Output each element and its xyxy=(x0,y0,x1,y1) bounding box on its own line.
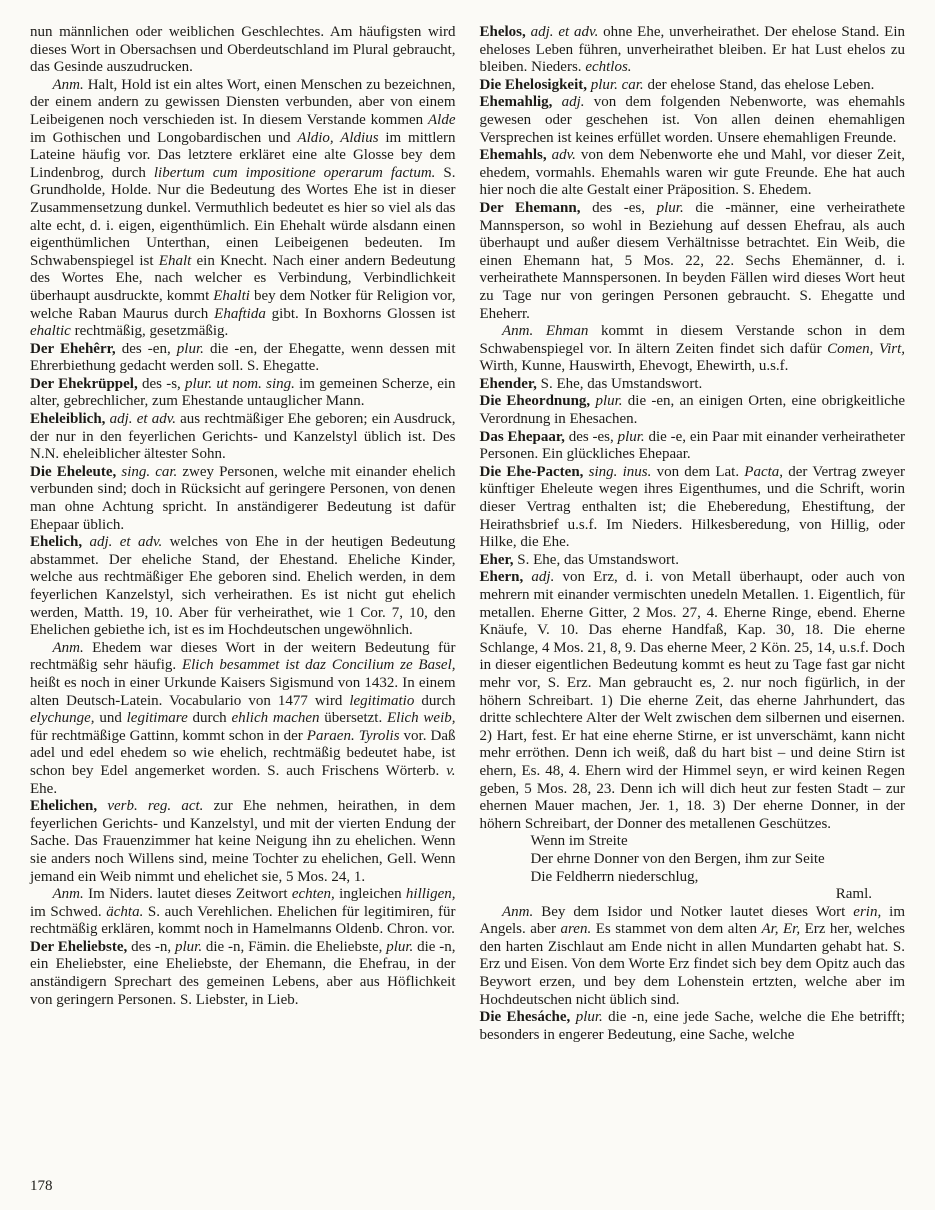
italic-run: sing. inus. xyxy=(588,463,652,480)
entry-headword: Der Ehemann, xyxy=(479,199,581,216)
italic-run: plur. xyxy=(386,938,414,955)
italic-run: Ar, Er, xyxy=(761,921,801,938)
italic-run: echten, xyxy=(291,886,335,903)
annotation-paragraph: Anm. Ehman kommt in diesem Verstande schon in dem Schwabenspiegel vor. In ältern Zeiten findet sich dafür Comen, Virt, Wirth, Kunne, Hauswirth, Ehevogt, Ehewirth, u.s.f. xyxy=(479,323,905,375)
italic-run: plur. xyxy=(656,199,684,216)
italic-run: ehaltic xyxy=(30,323,71,340)
italic-run: adj. et adv. xyxy=(109,411,176,428)
dictionary-entry: Eheleiblich, adj. et adv. aus rechtmäßiger Ehe geboren; ein Ausdruck, der nur in den feyerlichen Gerichts- und Kanzelstyl üblich ist. Des N.N. eheleiblicher ältester Sohn. xyxy=(30,411,456,463)
italic-run: Anm. Ehman xyxy=(502,323,589,340)
entry-headword: Ehemahls, xyxy=(479,147,547,164)
page-number: 178 xyxy=(30,1178,53,1195)
dictionary-entry: Die Eheleute, sing. car. zwey Personen, welche mit einander ehelich verbunden sind; doch in Rücksicht auf geringere Personen, von denen man ohne Achtung spricht. In anständigerer Bedeutung ist dafür Ehepaar üblich. xyxy=(30,463,456,533)
italic-run: Elich weib, xyxy=(386,710,456,727)
entry-headword: Die Ehelosigkeit, xyxy=(479,76,587,93)
annotation-paragraph: Anm. Im Niders. lautet dieses Zeitwort echten, ingleichen hilligen, im Schwed. ächta. S. auch Verehlichen. Ehelichen für legitimiren, für rechtmäßig erklären, kommt noch in Hamelmanns Oldenb. Chron. vor. xyxy=(30,886,456,938)
italic-run: Aldio, Aldius xyxy=(297,129,379,146)
continuation-paragraph: nun männlichen oder weiblichen Geschlechtes. Am häufigsten wird dieses Wort in Obersachsen und Oberdeutschland im Plural gebraucht, das Gesinde auszudrucken. xyxy=(30,24,456,76)
italic-run: plur. ut nom. sing. xyxy=(185,375,295,392)
verse-line: Die Feldherrn niederschlug, xyxy=(530,868,699,885)
entry-headword: Die Eheordnung, xyxy=(479,393,591,410)
italic-run: Elich besammet ist daz Concilium ze Basel, xyxy=(181,657,456,674)
dictionary-entry: Der Ehemann, des -es, plur. die -männer, eine verheirathete Mannsperson, so wohl in Beziehung auf dessen Ehefrau, als auch überhaupt und außer diesem Verhältnisse betrachtet. Ein Weib, die einen Ehemann hat, 5 Mos. 22, 22. Sechs Ehemänner, d. i. verheirathete Mannspersonen. In beyden Fällen wird dieses Wort heut zu Tage nur von geringen Personen gebraucht. S. Ehegatte und Eheherr. xyxy=(479,199,905,322)
italic-run: plur. car. xyxy=(590,76,644,93)
italic-run: verb. reg. act. xyxy=(107,798,204,815)
entry-headword: Die Ehe-Pacten, xyxy=(479,463,584,480)
italic-run: Ehalt xyxy=(158,252,192,269)
text-columns xyxy=(30,24,905,1044)
italic-run: Alde xyxy=(428,111,456,128)
dictionary-entry: Der Ehehêrr, des -en, plur. die -en, der Ehegatte, wenn dessen mit Ehrerbiethung gedacht werden soll. S. Ehegatte. xyxy=(30,340,456,375)
entry-headword: Ehelich, xyxy=(30,534,83,551)
italic-run: v. xyxy=(446,762,456,779)
entry-headword: Ehelichen, xyxy=(30,798,98,815)
entry-headword: Ehender, xyxy=(479,375,537,392)
italic-run: plur. xyxy=(174,938,203,955)
italic-run: libertum cum impositione operarum factum. xyxy=(153,164,436,181)
italic-run: Paraen. Tyrolis xyxy=(306,727,400,744)
italic-run: aren. xyxy=(560,921,592,938)
dictionary-entry: Ehelich, adj. et adv. welches von Ehe in der heutigen Bedeutung abstammet. Der eheliche Stand, der Ehestand. Eheliche Kinder, welche aus rechtmäßiger Ehe geboren sind. Ehelich werden, in dem feyerlichen Kanzelstyl, sich verheirathen. Es ist nicht gut ehelich werden, Matth. 19, 10. Aber für verheirathet, wie 1 Cor. 7, 10, den Ehelichen gebiethe ich, ist es im Hochdeutschen ungewöhnlich. xyxy=(30,534,456,639)
dictionary-entry: Ehelos, adj. et adv. ohne Ehe, unverheirathet. Der ehelose Stand. Ein eheloses Leben führen, unverheirathet bleiben. Er hat Lust ehelos zu bleiben. Nieders. echtlos. xyxy=(479,24,906,76)
dictionary-entry: Eher, S. Ehe, das Umstandswort. xyxy=(479,551,679,568)
entry-headword: Das Ehepaar, xyxy=(479,428,565,445)
left-column xyxy=(30,24,456,1044)
dictionary-entry: Ehemahlig, adj. von dem folgenden Nebenworte, was ehemahls gewesen oder geschehen ist. Von allen deinen ehemahligen Versprechen ist keines erfüllet worden. Unsere ehemahligen Freunde. xyxy=(479,94,905,146)
entry-headword: Eheleiblich, xyxy=(30,411,106,428)
italic-run: Anm. xyxy=(502,903,534,920)
italic-run: sing. car. xyxy=(121,463,178,480)
italic-run: legitimare xyxy=(126,710,188,727)
annotation-paragraph: Anm. Ehedem war dieses Wort in der weitern Bedeutung für rechtmäßig sehr häufig. Elich besammet ist daz Concilium ze Basel, heißt es noch in einer Urkunde Kaisers Sigismund von 1432. In einem alten Deutsch-Latein. Vocabulario von 1477 wird legitimatio durch elychunge, und legitimare durch ehlich machen übersetzt. Elich weib, für rechtmäßige Gattinn, kommt schon in der Paraen. Tyrolis vor. Daß adel und edel ehedem so wie ehelich, rechtmäßig bedeutet habe, ist schon bey Edel angemerket worden. S. auch Frischens Wörterb. v. Ehe. xyxy=(30,639,456,797)
right-column xyxy=(480,24,906,1044)
italic-run: adj. xyxy=(561,94,585,111)
italic-run: adj. et adv. xyxy=(89,534,163,551)
entry-headword: Ehern, xyxy=(479,569,524,586)
italic-run: plur. xyxy=(176,340,204,357)
italic-run: erin, xyxy=(853,903,882,920)
italic-run: ächta. xyxy=(106,903,144,920)
entry-headword: Ehemahlig, xyxy=(479,94,553,111)
verse-line: Wenn im Streite xyxy=(530,833,628,850)
dictionary-entry: Die Ehelosigkeit, plur. car. der ehelose Stand, das ehelose Leben. xyxy=(479,76,875,93)
italic-run: plur. xyxy=(617,428,645,445)
dictionary-entry: Der Eheliebste, des -n, plur. die -n, Fämin. die Eheliebste, plur. die -n, ein Eheliebster, eine Eheliebste, der Ehemann, die Ehefrau, in der anständigern Sprechart des gemeinen Lebens, aber aus Höflichkeit von geringern Personen. S. Liebster, in Lieb. xyxy=(30,938,456,1008)
entry-headword: Der Eheliebste, xyxy=(30,938,128,955)
dictionary-entry: Die Ehe-Pacten, sing. inus. von dem Lat. Pacta, der Vertrag zweyer künftiger Eheleute wegen ihres Eigenthumes, und die Schrift, worin dieser Vertrag enthalten ist; die Eheberedung, Ehestiftung, der Heirathsbrief u.s.f. Im Nieders. Hilkesberedung, von Hillig, oder Hilke, die Ehe. xyxy=(479,463,906,551)
annotation-paragraph: Anm. Halt, Hold ist ein altes Wort, einen Menschen zu bezeichnen, der einem andern zu gewissen Diensten verbunden, aber von einem Leibeigenen noch verschieden ist. In diesem Verstande kommen Alde im Gothischen und Longobardischen und Aldio, Aldius im mittlern Lateine häufig vor. Das letztere erkläret eine alte Glosse bey dem Lindenbrog, durch libertum cum impositione operarum factum. S. Grundholde, Holde. Nur die Bedeutung des Wortes Ehe ist in dieser Zusammensetzung dunkel. Vermuthlich bedeutet es hier so viel als das alte echt, d. i. eigen, eigenthümlich. Ein Ehehalt würde alsdann einen eigenthümlichen Unterthan, einen Leibeigenen bedeuten. Im Schwabenspiegel ist Ehalt ein Knecht. Nach einer andern Bedeutung des Wortes Ehe, nach welcher es Verbindung, Verbindlichkeit überhaupt ausdruckte, kommt Ehalti bey dem Notker für Religion vor, welche Raban Maurus durch Ehaftida gibt. In Boxhorns Glossen ist ehaltic rechtmäßig, gesetzmäßig. xyxy=(30,76,456,340)
verse-attribution: Raml. xyxy=(835,886,872,903)
italic-run: legitimatio xyxy=(349,692,415,709)
italic-run: Anm. xyxy=(52,76,84,93)
entry-headword: Ehelos, xyxy=(479,24,526,40)
italic-run: echtlos. xyxy=(585,59,632,76)
dictionary-entry: Die Eheordnung, plur. die -en, an einigen Orten, eine obrigkeitliche Verordnung in Ehesachen. xyxy=(479,393,905,428)
italic-run: Anm. xyxy=(52,886,84,903)
italic-run: Anm. xyxy=(52,639,84,656)
italic-run: ehlich machen xyxy=(231,710,320,727)
italic-run: elychunge, xyxy=(30,710,95,727)
italic-run: adj. xyxy=(531,569,555,586)
annotation-paragraph: Anm. Bey dem Isidor und Notker lautet dieses Wort erin, im Angels. aber aren. Es stammet von dem alten Ar, Er, Erz her, welches den harten Zischlaut am Ende nicht in allen Mundarten gehabt hat. S. Erz und Eisen. Von dem Worte Erz findet sich bey dem Opitz auch das Beywort erzen, und bey dem Lohenstein ertzten, welche aber im Hochdeutschen nicht üblich sind. xyxy=(479,903,905,1008)
italic-run: hilligen, xyxy=(405,886,456,903)
italic-run: Comen, Virt, xyxy=(827,340,905,357)
entry-headword: Die Eheleute, xyxy=(30,463,117,480)
dictionary-entry: Das Ehepaar, des -es, plur. die -e, ein Paar mit einander verheiratheter Personen. Ein glückliches Ehepaar. xyxy=(479,428,905,463)
italic-run: plur. xyxy=(575,1009,603,1026)
dictionary-entry: Ehelichen, verb. reg. act. zur Ehe nehmen, heirathen, in dem feyerlichen Gerichts- und Kanzelstyl, und mit der vierten Endung der Sache. Das Frauenzimmer hat keine Neigung ihn zu ehelichen. Wenn sie anders noch Willens sind, meine Tochter zu ehelichen, Gell. Wenn jemand ein Weib nimmt und ehelichet sie, 5 Mos. 24, 1. xyxy=(30,798,456,885)
dictionary-entry: Ehemahls, adv. von dem Nebenworte ehe und Mahl, vor dieser Zeit, ehedem, vormahls. Ehemahls waren wir gute Freunde. Ehe hat auch hier noch die alte Gestalt einer Präposition. S. Ehedem. xyxy=(479,147,906,199)
dictionary-entry: Ehern, adj. von Erz, d. i. von Metall überhaupt, oder auch von mehrern mit einander vermischten unedeln Metallen. 1. Eigentlich, für metallen. Eherne Gitter, 2 Mos. 27, 4. Eherne Ringe, ebend. Eherne Knäufe, V. 10. Das eherne Handfaß, Kap. 30, 18. Die eherne Schlange, 4 Mos. 21, 8, 9. Das eherne Meer, 2 Kön. 25, 14, u.s.f. Doch in dieser eigentlichen Bedeutung kommt es heut zu Tage fast gar nicht mehr vor, S. Erz. Man gebraucht es, 2. nur noch figürlich, in der höhern Schreibart. 1) Die eherne Zeit, das eherne Jahrhundert, das dritte schlechtere Alter der Welt zwischen dem silbernen und eisernen. 2) Hart, fest. Er hat eine eherne Stirne, er ist unverschämt, kann nicht mehr erröthen. Denn ich weiß, daß du hart bist – und deine Stirn ist ehern, Es. 48, 4. Ehern wird der Himmel seyn, er wird keinen Regen geben, 5 Mos. 28, 23. Denn ich will dich heut zur festen Stadt – zur ehernen Mauer machen, Jer. 1, 18. 3) Der eherne Donner, in der höhern Schreibart, der Donner des metallenen Geschützes. xyxy=(479,569,905,832)
entry-headword: Die Ehesáche, xyxy=(479,1009,571,1026)
entry-headword: Der Ehekrüppel, xyxy=(30,375,138,392)
italic-run: Ehalti xyxy=(213,287,250,304)
italic-run: adv. xyxy=(551,147,576,164)
italic-run: adj. et adv. xyxy=(530,24,599,40)
entry-headword: Der Ehehêrr, xyxy=(30,340,116,357)
entry-headword: Eher, xyxy=(479,551,514,568)
dictionary-entry: Ehender, S. Ehe, das Umstandswort. xyxy=(479,375,703,392)
italic-run: Ehaftida xyxy=(214,305,266,322)
dictionary-entry: Der Ehekrüppel, des -s, plur. ut nom. sing. im gemeinen Scherze, ein alter, gebrechlicher, zum Ehestande untauglicher Mann. xyxy=(30,375,456,410)
dictionary-entry: Die Ehesáche, plur. die -n, eine jede Sache, welche die Ehe betrifft; besonders in engerer Bedeutung, eine Sache, welche xyxy=(479,1009,905,1043)
verse-line: Der ehrne Donner von den Bergen, ihm zur Seite xyxy=(530,850,825,867)
italic-run: plur. xyxy=(595,393,623,410)
italic-run: Pacta, xyxy=(744,463,784,480)
